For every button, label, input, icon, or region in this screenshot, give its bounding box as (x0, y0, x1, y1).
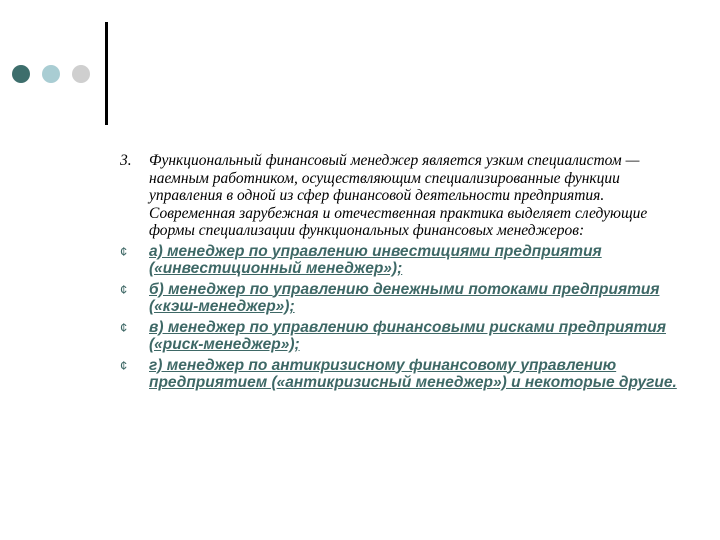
list-item-text[interactable]: б) менеджер по управлению денежными потоками предприятия («кэш-менеджер»); (149, 280, 660, 315)
bullet-icon: ¢ (120, 319, 128, 335)
list-item (120, 319, 680, 354)
list-item-text[interactable]: а) менеджер по управлению инвестициями предприятия («инвестиционный менеджер»); (149, 242, 602, 277)
decorative-dot-dark (12, 65, 30, 83)
vertical-divider (105, 22, 108, 125)
decorative-dot-mid (42, 65, 60, 83)
bullet-icon: ¢ (120, 357, 128, 373)
decorative-dot-light (72, 65, 90, 83)
list-item (120, 281, 680, 316)
list-item (120, 243, 680, 278)
list-item-text[interactable]: г) менеджер по антикризисному финансовому управлению предприятием («антикризисный менеджер») и некоторые другие. (149, 356, 677, 391)
slide-content (120, 152, 680, 392)
intro-number: 3. (120, 152, 132, 169)
bullet-icon: ¢ (120, 281, 128, 297)
intro-text: Функциональный финансовый менеджер является узким специалистом — наемным работником, осуществляющим специализированные функции управления в одной из сфер финансовой деятельности предприятия. Современная зарубежная и отечественная практика выделяет следующие формы специализации функциональных финансовых менеджеров: (149, 152, 648, 239)
list-item (120, 357, 680, 392)
list-item-text[interactable]: в) менеджер по управлению финансовыми рисками предприятия («риск-менеджер»); (149, 318, 667, 353)
bullet-icon: ¢ (120, 243, 128, 259)
intro-paragraph (120, 152, 680, 240)
